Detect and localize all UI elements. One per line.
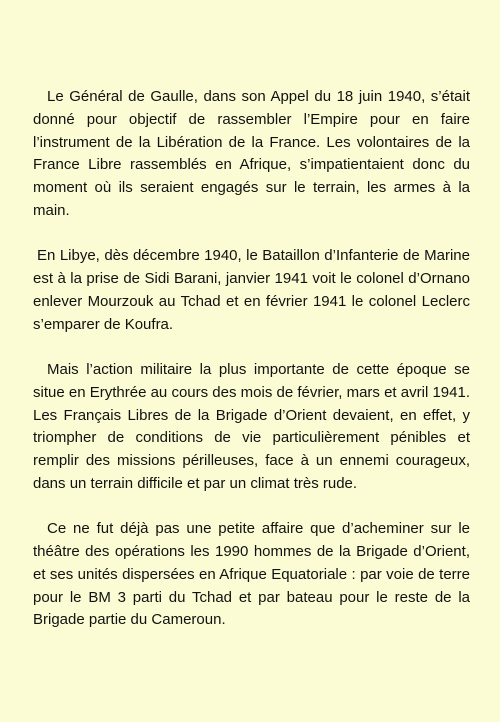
paragraph-appel: Le Général de Gaulle, dans son Appel du 18 juin 1940, s’était donné pour objectif de rassembler l’Empire pour en faire l’instrument de la Libération de la France. Les volontaires de la France Libre rassemblés en Afrique, s’impatientaient donc du moment où ils seraient engagés sur le terrain, les armes à la main. — [33, 88, 470, 219]
document-body — [33, 86, 470, 655]
paragraph-brigade: Ce ne fut déjà pas une petite affaire que d’acheminer sur le théâtre des opérations les 1990 hommes de la Brigade d’Orient, et ses unités dispersées en Afrique Equatoriale : par voie de terre pour le BM 3 parti du Tchad et par bateau pour le reste de la Brigade partie du Cameroun. — [33, 520, 470, 629]
paragraph-libye: En Libye, dès décembre 1940, le Bataillon d’Infanterie de Marine est à la prise de Sidi Barani, janvier 1941 voit le colonel d’Ornano enlever Mourzouk au Tchad et en février 1941 le colonel Leclerc s’emparer de Koufra. — [33, 247, 470, 333]
paragraph-erythree: Mais l’action militaire la plus importante de cette époque se situe en Erythrée au cours des mois de février, mars et avril 1941. Les Français Libres de la Brigade d’Orient devaient, en effet, y triompher de conditions de vie particulièrement pénibles et remplir des missions périlleuses, face à un ennemi courageux, dans un terrain difficile et par un climat très rude. — [33, 360, 470, 492]
